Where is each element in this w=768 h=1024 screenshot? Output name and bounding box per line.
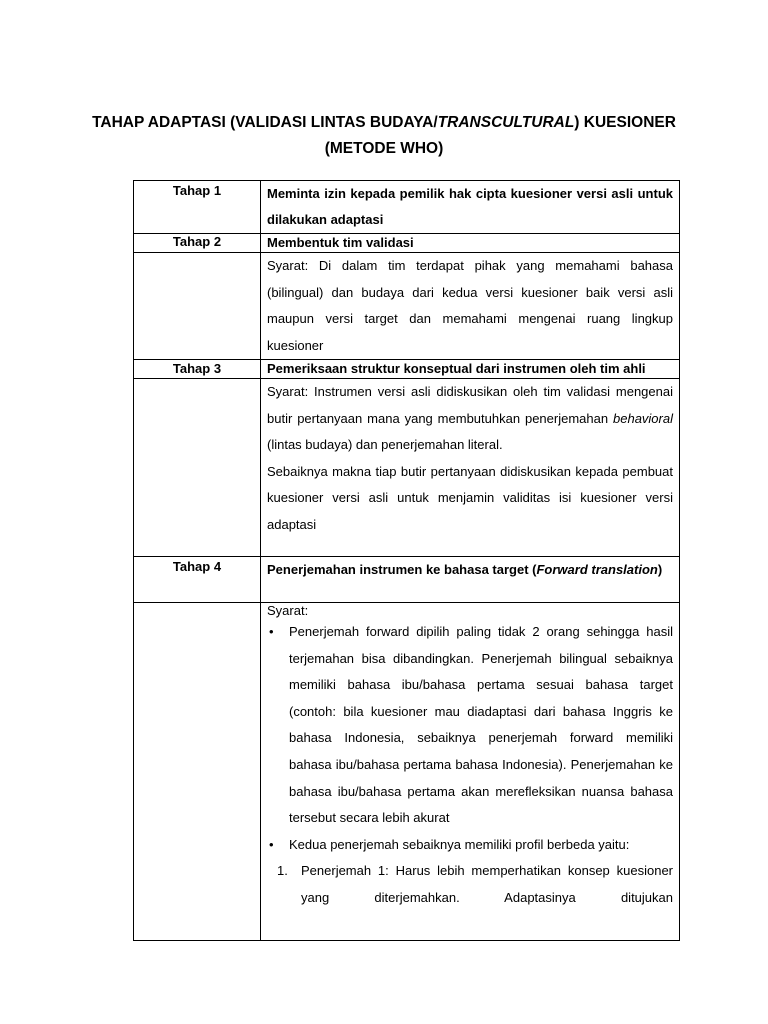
numbered-list <box>267 858 673 911</box>
list-number: 1. <box>277 863 288 879</box>
stage-body <box>261 603 680 941</box>
table-row <box>134 253 680 360</box>
list-item: 1. Penerjemah 1: Harus lebih memperhatikan konsep kuesioner yang diterjemahkan. Adaptasinya ditujukan <box>301 858 673 911</box>
stage-label: Tahap 1 <box>134 181 261 234</box>
table-row <box>134 234 680 253</box>
empty-cell <box>134 379 261 557</box>
stage-heading: Meminta izin kepada pemilik hak cipta kuesioner versi asli untuk dilakukan adaptasi <box>261 181 680 234</box>
title-text-pre: TAHAP ADAPTASI (VALIDASI LINTAS BUDAYA/ <box>92 114 438 131</box>
stage-label: Tahap 3 <box>134 360 261 379</box>
title-text-italic: TRANSCULTURAL <box>437 114 575 131</box>
table-row <box>134 557 680 603</box>
requirement-bullets <box>267 619 673 858</box>
list-item: • Penerjemah forward dipilih paling tidak 2 orang sehingga hasil terjemahan bisa dibandingkan. Penerjemah bilingual sebaiknya memiliki bahasa ibu/bahasa pertama sesuai bahasa target (contoh: bila kuesioner mau diadaptasi dari bahasa Inggris ke bahasa Indonesia, sebaiknya penerjemah forward memiliki bahasa ibu/bahasa pertama bahasa Indonesia). Penerjemahan ke bahasa ibu/bahasa pertama akan merefleksikan nuansa bahasa tersebut secara lebih akurat <box>289 619 673 832</box>
requirement-paragraph-1: Syarat: Instrumen versi asli didiskusikan oleh tim validasi mengenai butir pertanyaan mana yang membutuhkan penerjemahan behavioral (lintas budaya) dan penerjemahan literal. <box>267 384 673 452</box>
requirement-paragraph-2: Sebaiknya makna tiap butir pertanyaan didiskusikan kepada pembuat kuesioner versi asli untuk menjamin validitas isi kuesioner versi adaptasi <box>267 463 673 532</box>
table-row <box>134 379 680 557</box>
bullet-icon: • <box>269 836 274 852</box>
list-item: • Kedua penerjemah sebaiknya memiliki profil berbeda yaitu: <box>289 832 673 859</box>
stage-label: Tahap 2 <box>134 234 261 253</box>
table-row <box>134 181 680 234</box>
empty-cell <box>134 603 261 941</box>
table-row <box>134 603 680 941</box>
empty-cell <box>134 253 261 360</box>
stage-body <box>261 379 680 557</box>
numbered-list-wrap <box>267 858 673 929</box>
title-line-2: (METODE WHO) <box>324 140 444 157</box>
table-row <box>134 360 680 379</box>
bullet-icon: • <box>269 624 274 639</box>
document-title <box>90 110 678 162</box>
title-line-1 <box>90 110 678 136</box>
stage-heading: Membentuk tim validasi <box>261 234 680 253</box>
title-text-post: ) KUESIONER <box>574 114 676 131</box>
stage-label: Tahap 4 <box>134 557 261 603</box>
stage-heading: Pemeriksaan struktur konseptual dari instrumen oleh tim ahli <box>261 360 680 379</box>
requirement-text: Syarat: Di dalam tim terdapat pihak yang memahami bahasa (bilingual) dan budaya dari kedua versi kuesioner baik versi asli maupun versi target dan memahami mengenai ruang lingkup kuesioner <box>267 258 673 353</box>
requirement-intro: Syarat: <box>267 603 309 618</box>
stages-table <box>133 180 680 941</box>
stage-heading: Penerjemahan instrumen ke bahasa target (Forward translation) <box>261 557 680 603</box>
stage-body <box>261 253 680 360</box>
